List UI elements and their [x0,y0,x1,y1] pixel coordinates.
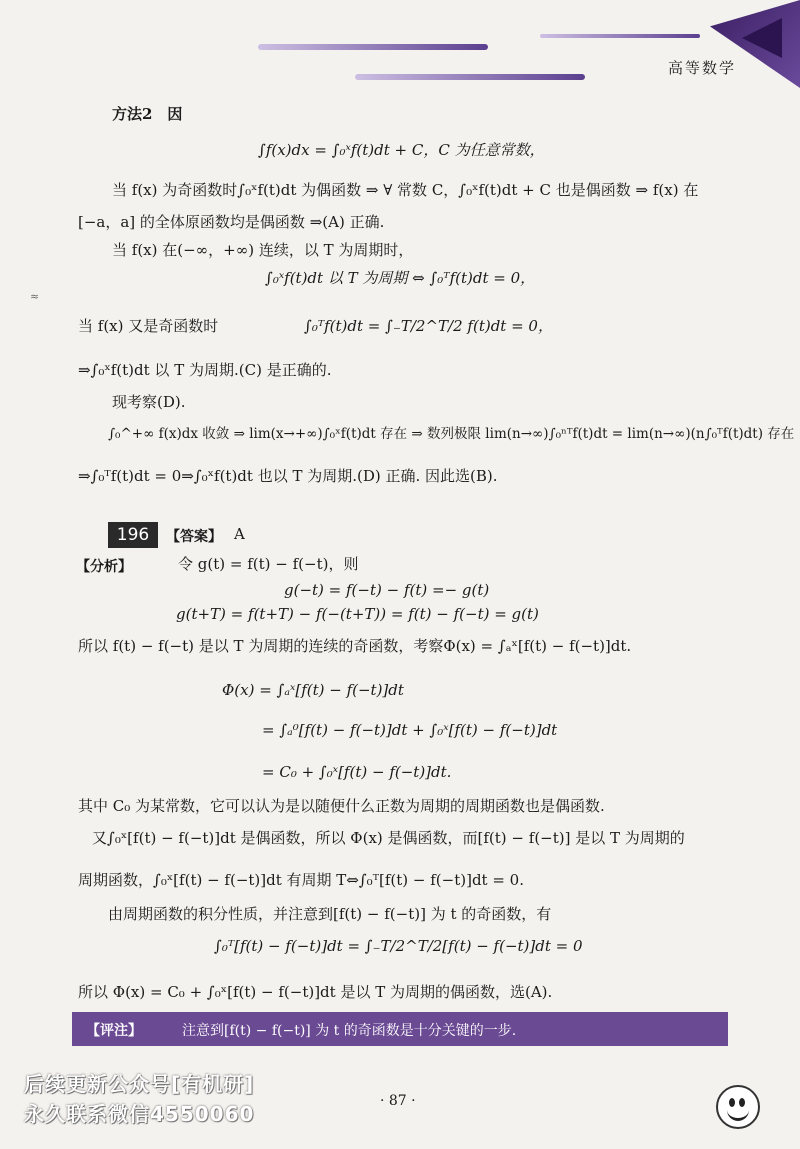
text-line: 所以 Φ(x) = C₀ + ∫₀ˣ[f(t) − f(−t)]dt 是以 T 为周期的偶函数，选(A). [78,983,553,1001]
header-decor-line [540,34,700,38]
method-line: 方法2 因 [112,105,183,123]
text-line: ⇒∫₀ᵀf(t)dt = 0⇒∫₀ˣf(t)dt 也以 T 为周期.(D) 正确. 因此选(B). [78,467,498,485]
text-line: 当 f(x) 为奇函数时∫₀ˣf(t)dt 为偶函数 ⇒ ∀ 常数 C，∫₀ˣf(t)dt + C 也是偶函数 ⇒ f(x) 在 [112,181,699,199]
header-decor-line [355,74,585,80]
text-line: 令 g(t) = f(t) − f(−t)，则 [178,555,359,573]
formula-line: ∫₀ᵀ[f(t) − f(−t)]dt = ∫₋T/2^T/2[f(t) − f(−t)]dt = 0 [214,937,583,955]
formula-line: g(t+T) = f(t+T) − f(−(t+T)) = f(t) − f(−t) = g(t) [176,605,539,623]
text-line: 当 f(x) 又是奇函数时 [78,317,219,335]
book-title: 高等数学 [668,59,737,77]
text-line: 其中 C₀ 为某常数，它可以认为是以随便什么正数为周期的周期函数也是偶函数. [78,797,605,815]
answer-value: A [234,525,245,543]
margin-scribble: ≈ [30,290,40,303]
formula-line: ∫f(x)dx = ∫₀ˣf(t)dt + C，C 为任意常数， [258,141,545,159]
text-line: 现考察(D). [112,393,186,411]
text-line: 周期函数，∫₀ˣ[f(t) − f(−t)]dt 有周期 T⇔∫₀ᵀ[f(t) − f(−t)]dt = 0. [78,871,524,889]
watermark-line: 永久联系微信4550060 [24,1102,255,1126]
text-line: ⇒∫₀ˣf(t)dt 以 T 为周期.(C) 是正确的. [78,361,332,379]
analysis-tag: 【分析】 [76,559,132,575]
formula-line: g(−t) = f(−t) − f(t) =− g(t) [284,581,490,599]
page-number: · 87 · [380,1093,416,1109]
formula-line: ∫₀ˣf(t)dt 以 T 为周期 ⇔ ∫₀ᵀf(t)dt = 0， [265,269,536,287]
formula-line: Φ(x) = ∫ₐˣ[f(t) − f(−t)]dt [222,681,404,699]
text-line: [−a，a] 的全体原函数均是偶函数 ⇒(A) 正确. [78,213,385,231]
note-text: 注意到[f(t) − f(−t)] 为 t 的奇函数是十分关键的一步. [182,1023,517,1039]
note-bar [72,1012,728,1046]
text-line: 当 f(x) 在(−∞，+∞) 连续，以 T 为周期时， [112,241,414,259]
formula-line: = ∫ₐ⁰[f(t) − f(−t)]dt + ∫₀ˣ[f(t) − f(−t)]dt [262,721,558,739]
formula-line: = C₀ + ∫₀ˣ[f(t) − f(−t)]dt. [262,763,452,781]
smiley-icon [716,1085,760,1129]
answer-tag: 【答案】 [166,529,222,545]
text-line: 所以 f(t) − f(−t) 是以 T 为周期的连续的奇函数，考察Φ(x) = ∫ₐˣ[f(t) − f(−t)]dt. [78,637,632,655]
text-line: 又∫₀ˣ[f(t) − f(−t)]dt 是偶函数，所以 Φ(x) 是偶函数，而[f(t) − f(−t)] 是以 T 为周期的 [92,829,685,847]
text-line: 由周期函数的积分性质，并注意到[f(t) − f(−t)] 为 t 的奇函数，有 [108,905,552,923]
problem-number-badge: 196 [108,522,158,548]
note-tag: 【评注】 [86,1023,142,1039]
text-line: ∫₀^+∞ f(x)dx 收敛 ⇒ lim(x→+∞)∫₀ˣf(t)dt 存在 ⇒ 数列极限 lim(n→∞)∫₀ⁿᵀf(t)dt = lim(n→∞)(n∫₀ᵀf(t)dt) 存在 [108,426,795,442]
watermark-line: 后续更新公众号[有机研] [24,1072,255,1096]
formula-line: ∫₀ᵀf(t)dt = ∫₋T/2^T/2 f(t)dt = 0， [304,317,553,335]
header-decor-line [258,44,488,50]
